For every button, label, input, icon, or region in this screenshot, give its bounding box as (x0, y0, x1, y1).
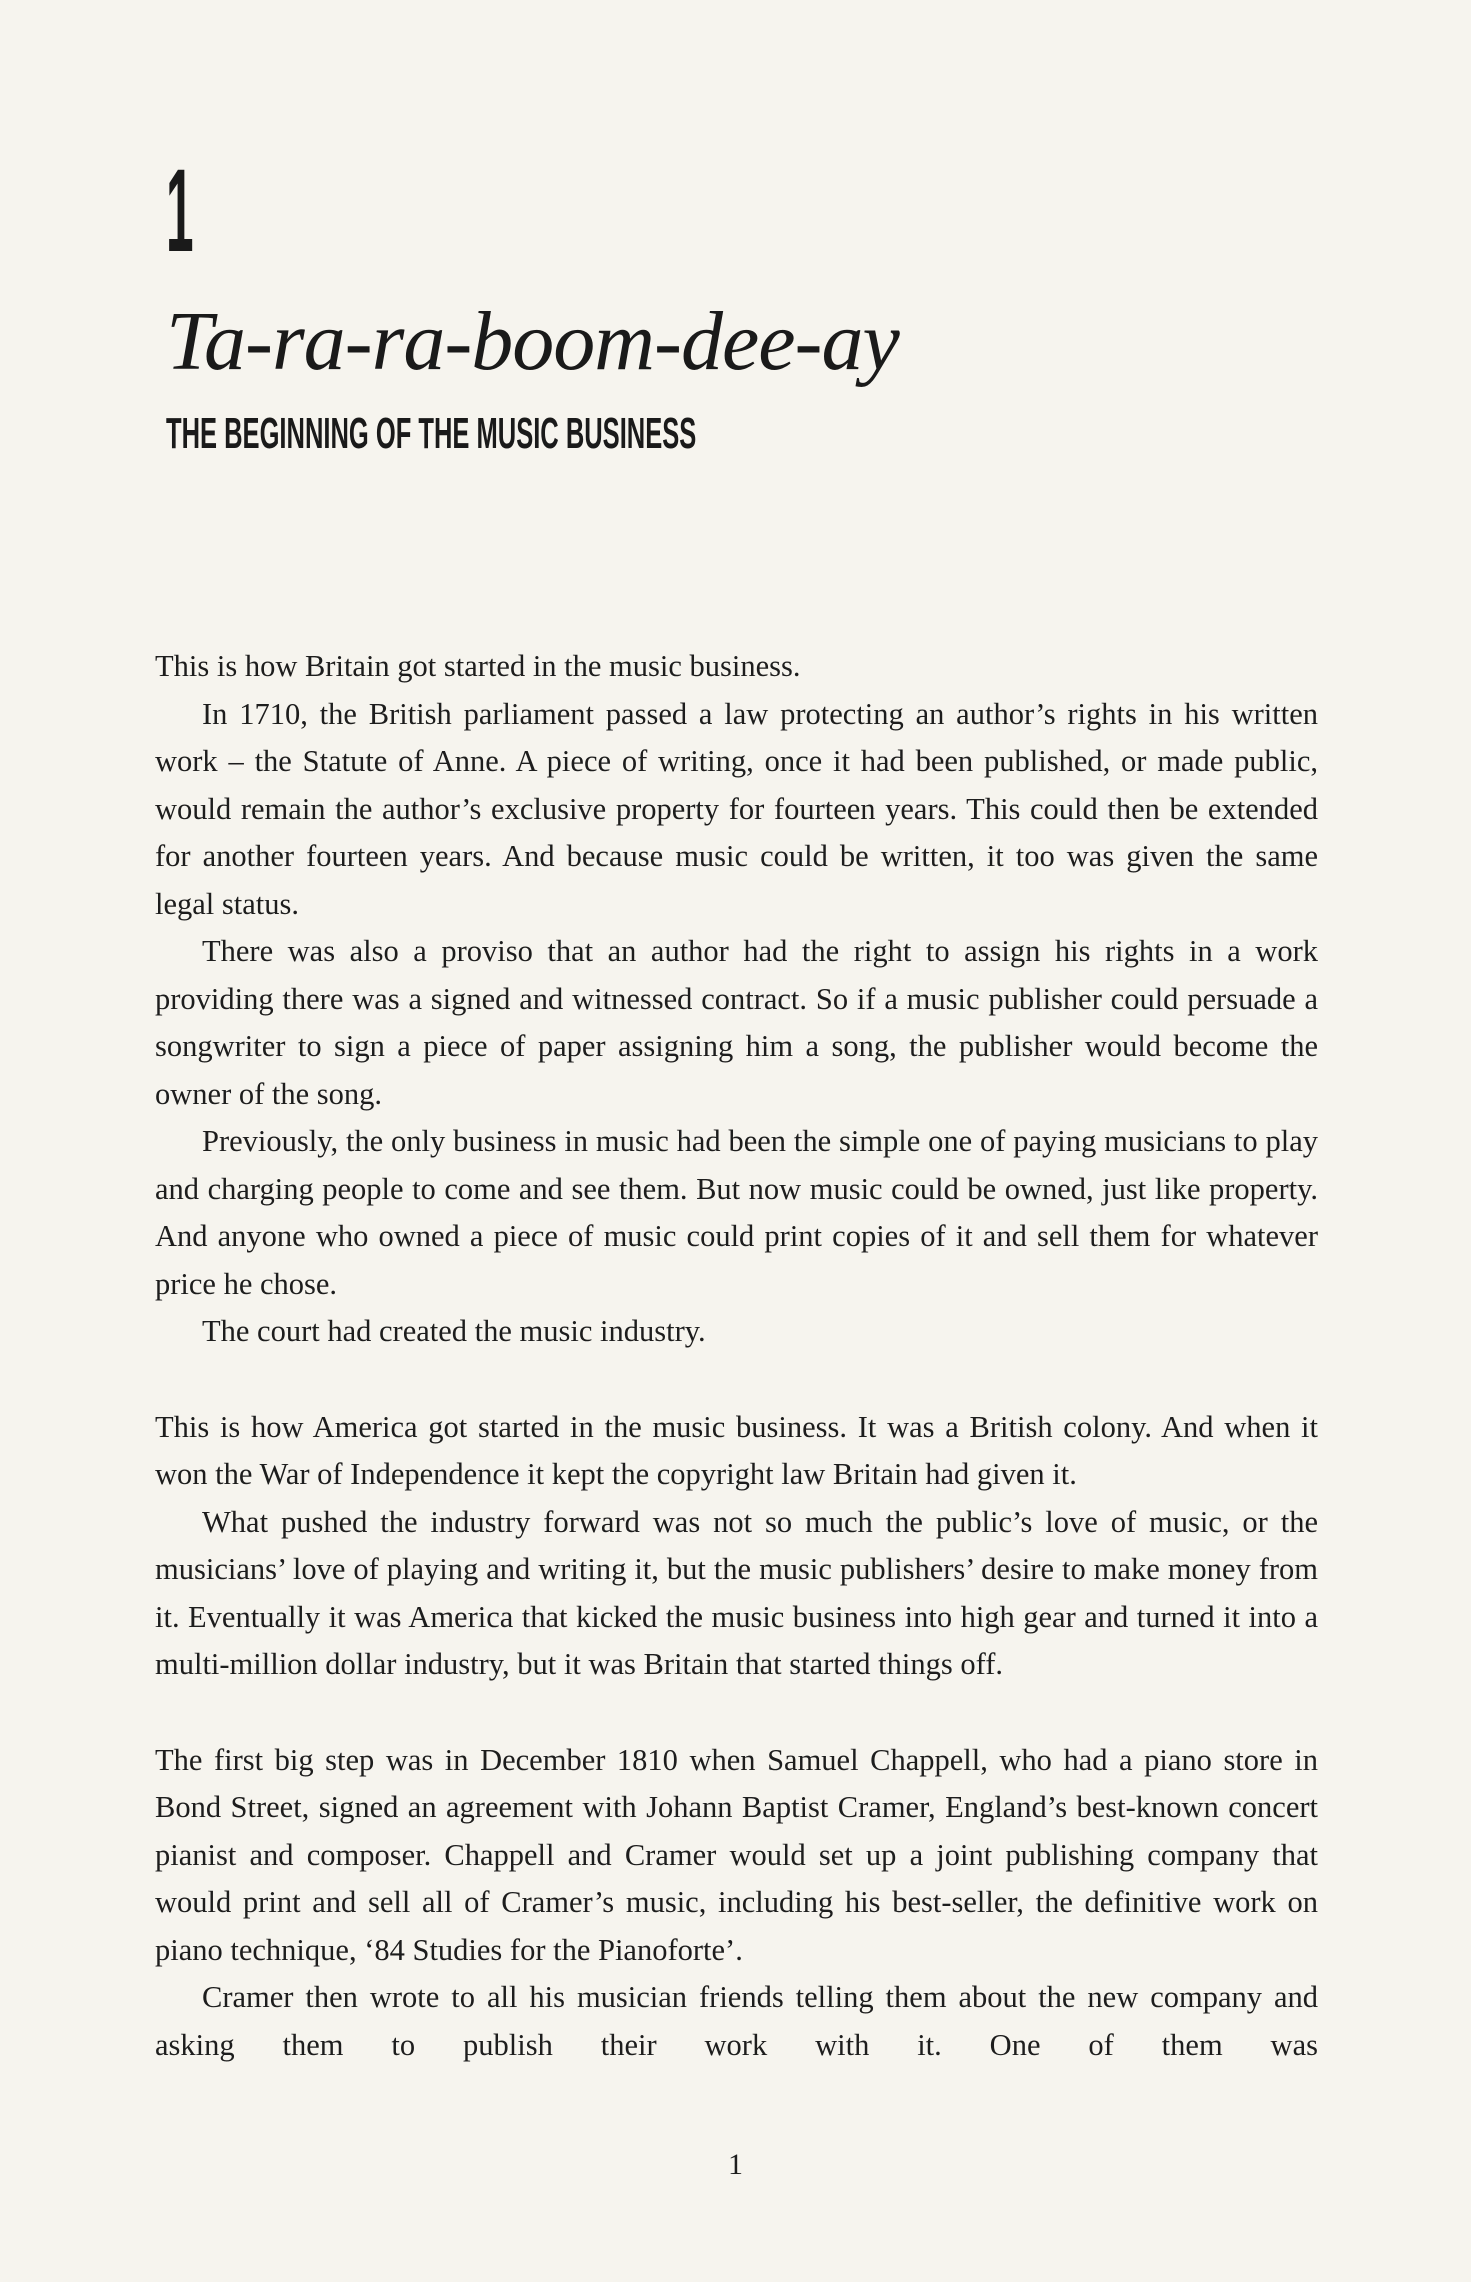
paragraph: This is how Britain got started in the music business. (155, 649, 801, 683)
paragraph: The first big step was in December 1810 when Samuel Chappell, who had a piano store in Bond Street, signed an agreement with Johann Baptist Cramer, England’s best-known concert pianist and composer. Chappell and Cramer would set up a joint publishing company that would print and sell all of Cramer’s music, including his best-seller, the definitive work on piano technique, ‘84 Studies for the Pianoforte’. (155, 1742, 1318, 1967)
body-text (155, 643, 1318, 2069)
paragraph: The court had created the music industry. (202, 1314, 706, 1348)
paragraph: There was also a proviso that an author had the right to assign his rights in a work providing there was a signed and witnessed contract. So if a music publisher could persuade a songwriter to sign a piece of paper assigning him a song, the publisher would become the owner of the song. (155, 934, 1318, 1111)
paragraph: This is how America got started in the music business. It was a British colony. And when it won the War of Independence it kept the copyright law Britain had given it. (155, 1409, 1318, 1491)
paragraph: What pushed the industry forward was not so much the public’s love of music, or the musicians’ love of playing and writing it, but the music publishers’ desire to make money from it. Eventually it was America that kicked the music business into high gear and turned it into a multi-million dollar industry, but it was Britain that started things off. (155, 1504, 1318, 1681)
section-break (155, 1689, 1318, 1737)
paragraph: In 1710, the British parliament passed a law protecting an author’s rights in his written work – the Statute of Anne. A piece of writing, once it had been published, or made public, would remain the author’s exclusive property for fourteen years. This could then be extended for another fourteen years. And because music could be written, it too was given the same legal status. (155, 696, 1318, 921)
paragraph: Cramer then wrote to all his musician friends telling them about the new company and asking them to publish their work with it. One of them was (155, 1980, 1318, 2062)
chapter-number: 1 (166, 145, 194, 277)
chapter-title: Ta-ra-ra-boom-dee-ay (166, 295, 899, 388)
chapter-subtitle: THE BEGINNING OF THE MUSIC BUSINESS (166, 409, 697, 458)
section-break (155, 1356, 1318, 1404)
paragraph: Previously, the only business in music had been the simple one of paying musicians to play and charging people to come and see them. But now music could be owned, just like property. And anyone who owned a piece of music could print copies of it and sell them for whatever price he chose. (155, 1124, 1318, 1301)
page-number: 1 (728, 2148, 743, 2181)
